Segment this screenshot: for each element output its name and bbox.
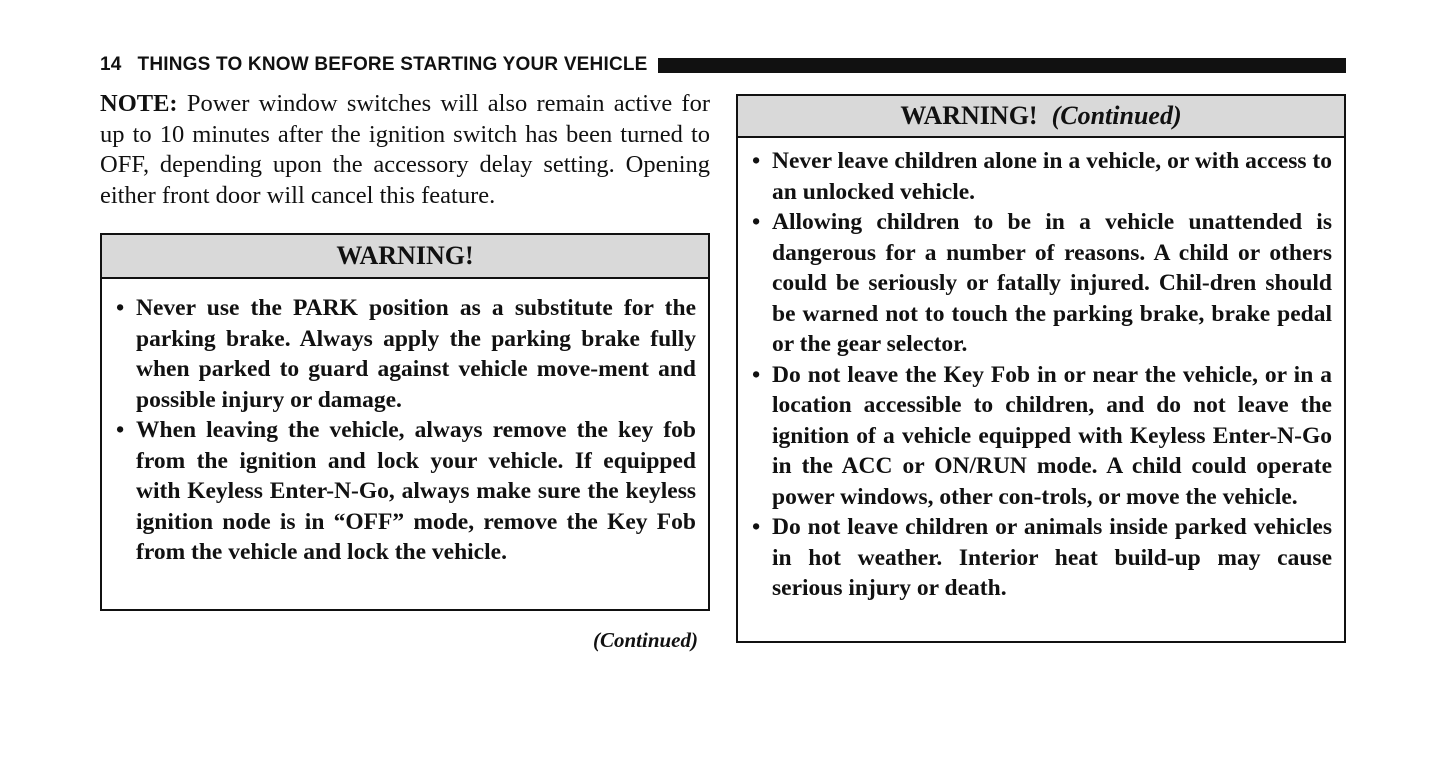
warning-box-left [100,233,710,611]
warning-list-right [738,138,1344,604]
list-item [752,360,1332,513]
list-item-text: Do not leave children or animals inside parked vehicles in hot weather. Interior heat build-up may cause serious injury or death. [772,514,1332,601]
note-text: Power window switches will also remain active for up to 10 minutes after the ignition switch has been turned to OFF, depending upon the accessory delay setting. Opening either front door will cancel this feature. [100,90,711,209]
list-item-text: Never use the PARK position as a substitute for the parking brake. Always apply the parking brake fully when parked to guard against vehicle move-ment and possible injury or damage. [136,295,696,413]
bullet-icon: • [116,417,125,443]
list-item [752,146,1332,207]
list-item [752,207,1332,360]
page-header [100,52,1346,78]
bullet-icon: • [752,148,761,174]
note-label: NOTE: [100,90,178,117]
list-item-text: Allowing children to be in a vehicle unattended is dangerous for a number of reasons. A child or others could be seriously or fatally injured. Chil-dren should be warned not to touch the parking brake, brake pedal or the gear selector. [772,209,1332,357]
header-rule [658,58,1346,73]
warning-header-left [102,235,708,279]
continued-label: (Continued) [592,628,698,652]
bullet-icon: • [752,514,761,540]
warning-title: WARNING! [900,101,1038,130]
warning-title-suffix: (Continued) [1051,101,1182,130]
warning-header-right [738,96,1344,138]
section-title: THINGS TO KNOW BEFORE STARTING YOUR VEHICLE [137,54,648,75]
list-item [116,293,696,415]
bullet-icon: • [752,361,761,388]
list-item [116,415,696,568]
bullet-icon: • [752,209,761,235]
note-paragraph [100,89,710,211]
warning-box-right [736,94,1346,643]
list-item [752,512,1332,604]
bullet-icon: • [116,295,125,321]
list-item-text: Never leave children alone in a vehicle, or with access to an unlocked vehicle. [772,148,1332,205]
warning-title: WARNING! [336,241,474,270]
warning-list-left [102,279,708,568]
list-item-text: When leaving the vehicle, always remove the key fob from the ignition and lock your vehicle. If equipped with Keyless Enter-N-Go, always make sure the keyless ignition node is in “OFF” mode, remove the Key Fob from the vehicle and lock the vehicle. [136,417,696,565]
list-item-text: Do not leave the Key Fob in or near the vehicle, or in a location accessible to children, and do not leave the ignition of a vehicle equipped with Keyless Enter-N-Go in the ACC or ON/RUN mode. A child could operate power windows, other con-trols, or move the vehicle. [772,361,1332,510]
page-number: 14 [100,54,122,75]
